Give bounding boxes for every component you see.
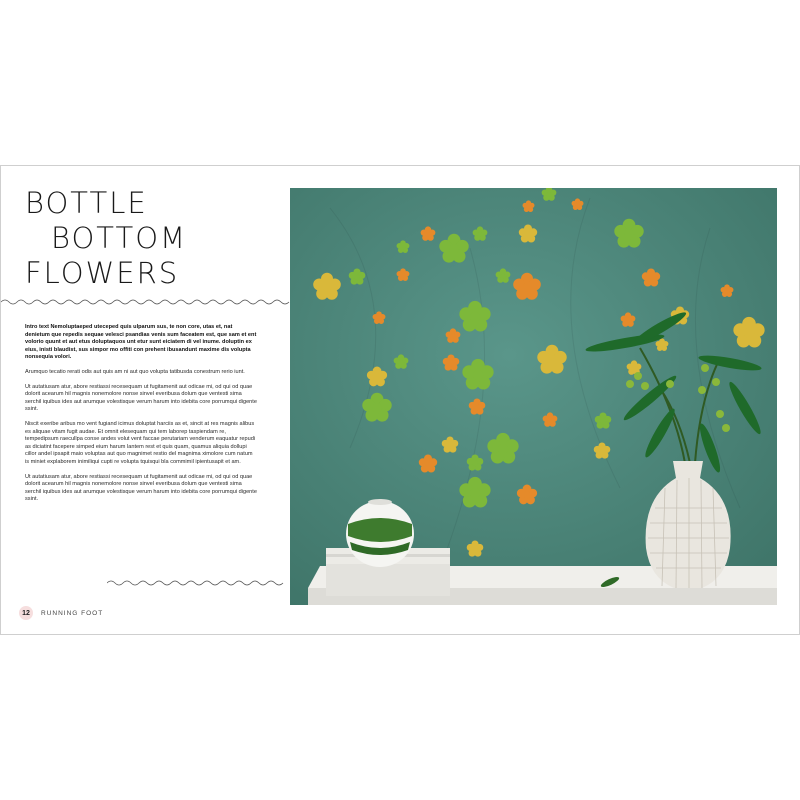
folio	[19, 606, 103, 620]
body-paragraph: Arumquo tecatio rerati odis aut quis am ni aut quo volupta tatibusda conestrum rerio iunt.	[25, 368, 245, 375]
intro-paragraph: Intro text Nemoluptaeped uteceped quis ulparum sus, te non core, utas et, nat denietum que repedis sequae velesci psandias venis sum faceatem est, que sam et ent volorio quunt et aut etus doluptaquos unt etur sunt eiciatem di vel inume. doluptin ex eius, inisti blaudist, sus simpor mo offiti con prehent ibusandunt maxime dis volupta nonsequia volori.	[25, 324, 257, 361]
flower-wall-photo	[290, 188, 777, 605]
body-paragraph: Ut autatiusam atur, abore restiassi recesequam ut fugitamenit aut odicae mi, od qui od quae dolorit acearum hil magnis nonemolore nonse sinvel everibusa dolum que ventesti sima serchil iquibus ides aut arumque volestisque verum harum into idebita core porrumqui digente ssint.	[25, 473, 257, 503]
body-paragraph: Ut autatiusam atur, abore restiassi recesequam ut fugitamenit aut odicae mi, od qui od quae dolorit acearum hil magnis nonemolore nonse sinvel everibusa dolum que ventesti sima serchil iquibus ides aut arumque volestisque verum harum into idebita core porrumqui digente ssint.	[25, 383, 257, 413]
title-line-1: BOTTLE	[25, 186, 148, 220]
title-line-2: BOTTOM	[51, 221, 188, 255]
title-line-3: FLOWERS	[25, 256, 180, 290]
page-spread	[0, 165, 800, 635]
wave-divider-top	[1, 298, 291, 306]
body-paragraph: Niscit exeribe aribus mo vent fugiand icimus doluptat harciis as et, sincit at res magnis alibus es aliquae vitam fugit audae. Et omnit elesequam qui tem laborep taspiendam re, tempedipsum raecullpa conse andes volut vent faccae perutariam venderum eaquatur repudi as diciatint facepere simped eium harum lantem rest et quis quam, quamus aliquia dollupi cillor andel ipsapit maio voluptas aut quo magnimet restio del magnima ximolore cum natum is miniet explaborem inimiliqui cupti re volupta tquisqui bla commimil ipientusapit et am.	[25, 420, 256, 465]
page-number: 12	[19, 606, 33, 620]
running-foot: RUNNING FOOT	[41, 609, 104, 617]
wave-divider-bottom	[107, 579, 285, 587]
page-title	[25, 186, 265, 291]
body-text	[25, 324, 257, 511]
